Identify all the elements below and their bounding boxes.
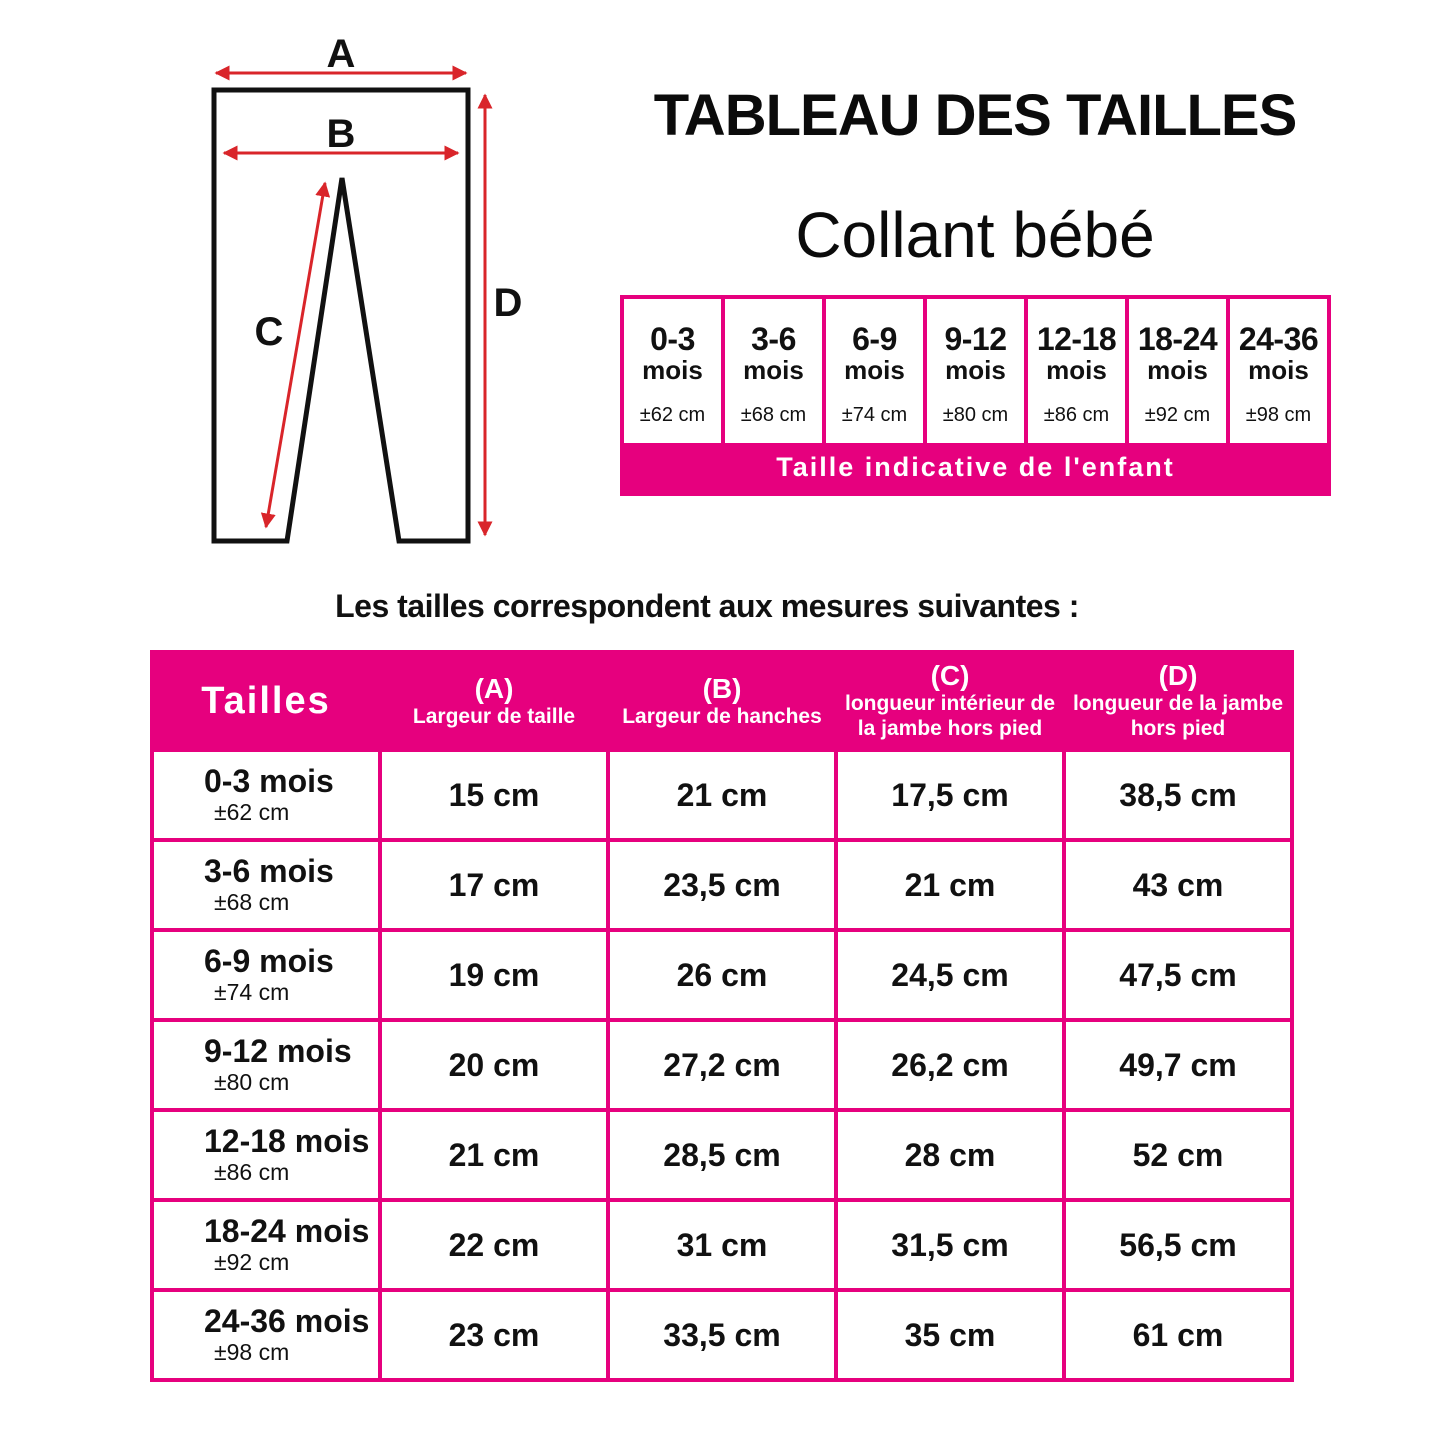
table-row [154, 1022, 1290, 1108]
value-d: 49,7 cm [1066, 1022, 1290, 1108]
child-height: ±98 cm [1245, 404, 1312, 426]
size-cell [154, 1112, 378, 1198]
value-d: 52 cm [1066, 1112, 1290, 1198]
size-unit: mois [945, 355, 1006, 385]
value-b: 23,5 cm [610, 842, 834, 928]
child-height: ±74 cm [841, 404, 908, 426]
size-cell [725, 299, 822, 443]
value-a: 19 cm [382, 932, 606, 1018]
value-c: 31,5 cm [838, 1202, 1062, 1288]
row-height: ±98 cm [214, 1339, 290, 1365]
value-b: 27,2 cm [610, 1022, 834, 1108]
size-cell [826, 299, 923, 443]
header-label: longueur de la jambe hors pied [1072, 692, 1284, 740]
value-a: 23 cm [382, 1292, 606, 1378]
table-row [154, 1202, 1290, 1288]
label-b: B [326, 112, 356, 156]
value-c: 24,5 cm [838, 932, 1062, 1018]
size-range: 0-3 [650, 321, 695, 357]
child-height: ±80 cm [942, 404, 1009, 426]
header-label: Largeur de hanches [622, 704, 822, 728]
size-range: 3-6 [751, 321, 796, 357]
size-unit: mois [844, 355, 905, 385]
size-overview-caption: Taille indicative de l'enfant [776, 452, 1175, 482]
header-b [610, 654, 834, 748]
value-a: 20 cm [382, 1022, 606, 1108]
child-height: ±86 cm [1043, 404, 1110, 426]
row-size: 3-6 mois [204, 853, 334, 889]
label-a: A [326, 32, 356, 76]
page-title: TABLEAU DES TAILLES [653, 83, 1297, 148]
table-row [154, 752, 1290, 838]
value-c: 28 cm [838, 1112, 1062, 1198]
header-a [382, 654, 606, 748]
row-height: ±80 cm [214, 1069, 290, 1095]
size-cell [1129, 299, 1226, 443]
tights-outline [214, 90, 468, 541]
row-height: ±62 cm [214, 799, 290, 825]
size-cell [154, 1022, 378, 1108]
page-subtitle: Collant bébé [795, 199, 1155, 271]
header-d [1066, 654, 1290, 748]
table-row [154, 842, 1290, 928]
value-c: 26,2 cm [838, 1022, 1062, 1108]
value-a: 22 cm [382, 1202, 606, 1288]
size-unit: mois [642, 355, 703, 385]
row-height: ±86 cm [214, 1159, 290, 1185]
header-letter: (D) [1158, 660, 1198, 691]
value-d: 43 cm [1066, 842, 1290, 928]
size-unit: mois [743, 355, 804, 385]
size-overview-box [620, 295, 1331, 496]
size-cell [624, 299, 721, 443]
size-cell [1028, 299, 1125, 443]
row-size: 0-3 mois [204, 763, 334, 799]
value-c: 17,5 cm [838, 752, 1062, 838]
size-unit: mois [1248, 355, 1309, 385]
size-range: 24-36 [1238, 321, 1319, 357]
label-c: C [254, 310, 284, 354]
value-c: 21 cm [838, 842, 1062, 928]
table-row [154, 1292, 1290, 1378]
row-size: 24-36 mois [204, 1303, 370, 1339]
size-cell [1230, 299, 1327, 443]
value-b: 33,5 cm [610, 1292, 834, 1378]
size-cell [154, 1292, 378, 1378]
size-range: 12-18 [1036, 321, 1117, 357]
header-label: longueur intérieur de la jambe hors pied [844, 692, 1056, 740]
size-range: 6-9 [852, 321, 897, 357]
value-d: 56,5 cm [1066, 1202, 1290, 1288]
label-d: D [493, 281, 523, 325]
value-d: 61 cm [1066, 1292, 1290, 1378]
value-b: 21 cm [610, 752, 834, 838]
header-letter: (A) [474, 672, 514, 704]
value-c: 35 cm [838, 1292, 1062, 1378]
measures-intro: Les tailles correspondent aux mesures suivantes : [335, 588, 1079, 624]
row-height: ±74 cm [214, 979, 290, 1005]
row-height: ±92 cm [214, 1249, 290, 1275]
table-row [154, 1112, 1290, 1198]
size-overview-cells [624, 299, 1327, 443]
value-d: 47,5 cm [1066, 932, 1290, 1018]
child-height: ±68 cm [740, 404, 807, 426]
tights-diagram [0, 0, 560, 560]
header-c [838, 654, 1062, 748]
value-a: 15 cm [382, 752, 606, 838]
value-b: 26 cm [610, 932, 834, 1018]
size-cell [154, 1202, 378, 1288]
table-row [154, 932, 1290, 1018]
value-d: 38,5 cm [1066, 752, 1290, 838]
size-cell [154, 842, 378, 928]
size-cell [154, 752, 378, 838]
size-range: 18-24 [1137, 321, 1218, 357]
table-header-row [154, 654, 1290, 748]
header-letter: (B) [702, 672, 742, 704]
measurements-table [150, 650, 1294, 1382]
child-height: ±92 cm [1144, 404, 1211, 426]
row-size: 9-12 mois [204, 1033, 352, 1069]
value-a: 21 cm [382, 1112, 606, 1198]
header-label: Largeur de taille [412, 704, 576, 728]
size-range: 9-12 [944, 321, 1007, 357]
value-a: 17 cm [382, 842, 606, 928]
row-size: 6-9 mois [204, 943, 334, 979]
value-b: 31 cm [610, 1202, 834, 1288]
size-cell [927, 299, 1024, 443]
value-b: 28,5 cm [610, 1112, 834, 1198]
header-tailles: Tailles [154, 654, 378, 748]
row-size: 18-24 mois [204, 1213, 370, 1249]
size-unit: mois [1147, 355, 1208, 385]
size-cell [154, 932, 378, 1018]
size-unit: mois [1046, 355, 1107, 385]
row-height: ±68 cm [214, 889, 290, 915]
row-size: 12-18 mois [204, 1123, 370, 1159]
header-letter: (C) [930, 660, 970, 691]
child-height: ±62 cm [639, 404, 706, 426]
